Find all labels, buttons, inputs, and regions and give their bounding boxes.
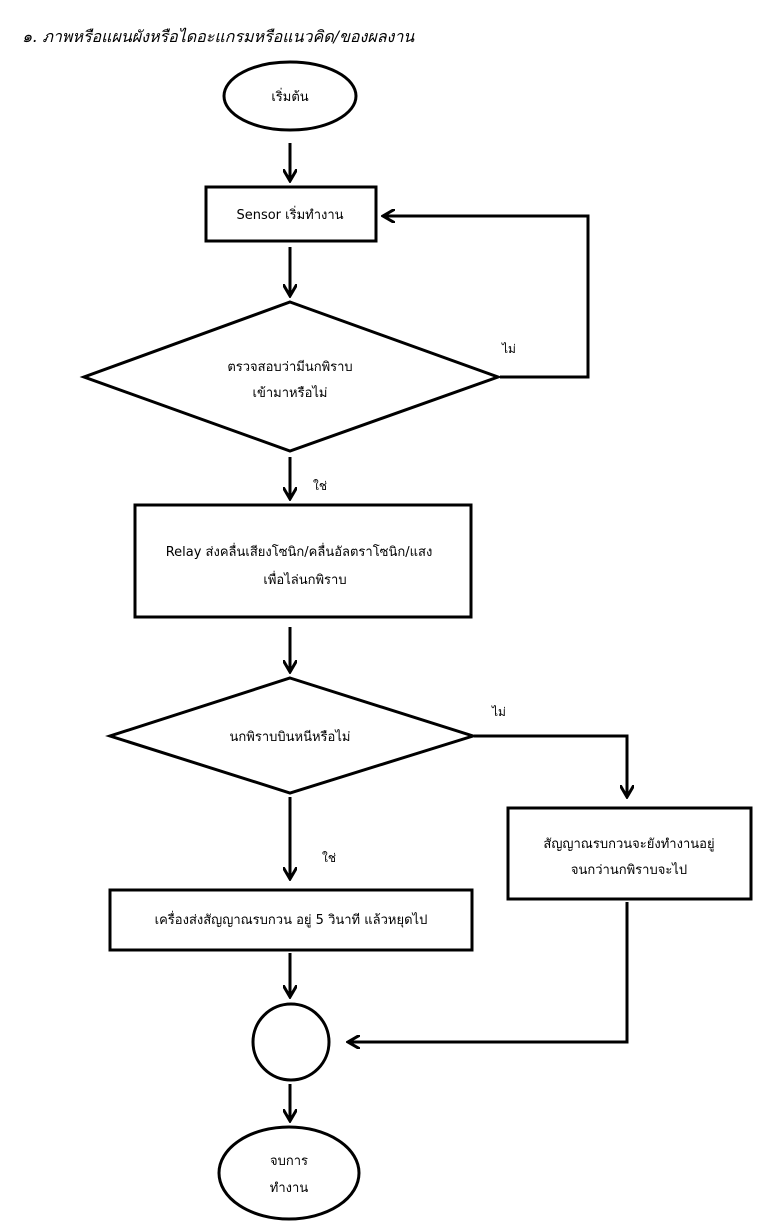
check-pigeon-no-label: ไม่	[502, 342, 516, 356]
check-pigeon-decision	[84, 302, 498, 451]
sensor-label: Sensor เริ่มทำงาน	[236, 208, 344, 223]
alarm-continue-box	[508, 808, 751, 899]
end-label-line1: จบการ	[269, 1154, 309, 1169]
check-pigeon-yes-label: ใช่	[313, 479, 328, 493]
relay-label-line2: เพื่อไล่นกพิราบ	[263, 573, 347, 588]
arrow-fly-no-to-continue	[474, 736, 627, 796]
check-fly-label: นกพิราบบินหนีหรือไม่	[229, 730, 351, 745]
relay-label-line1: Relay ส่งคลื่นเสียงโซนิก/คลื่นอัลตราโซนิก/แสง	[165, 545, 433, 560]
check-fly-yes-label: ใช่	[322, 851, 337, 865]
alarm-stop-label: เครื่องส่งสัญญาณรบกวน อยู่ 5 วินาที แล้วหยุดไป	[154, 913, 428, 928]
connector-circle	[253, 1004, 329, 1080]
check-fly-no-label: ไม่	[492, 705, 506, 719]
alarm-continue-label-line2: จนกว่านกพิราบจะไป	[570, 863, 688, 878]
check-pigeon-label-line2: เข้ามาหรือไม่	[252, 386, 328, 401]
end-terminal	[219, 1127, 359, 1219]
check-pigeon-label-line1: ตรวจสอบว่ามีนกพิราบ	[227, 360, 353, 375]
relay-process-box	[135, 505, 471, 617]
end-label-line2: ทำงาน	[269, 1181, 309, 1196]
section-heading: ๑. ภาพหรือแผนผังหรือไดอะแกรมหรือแนวคิด/ของผลงาน	[22, 27, 415, 46]
start-label: เริ่มต้น	[271, 90, 309, 105]
alarm-continue-label-line1: สัญญาณรบกวนจะยังทำงานอยู่	[543, 837, 715, 852]
